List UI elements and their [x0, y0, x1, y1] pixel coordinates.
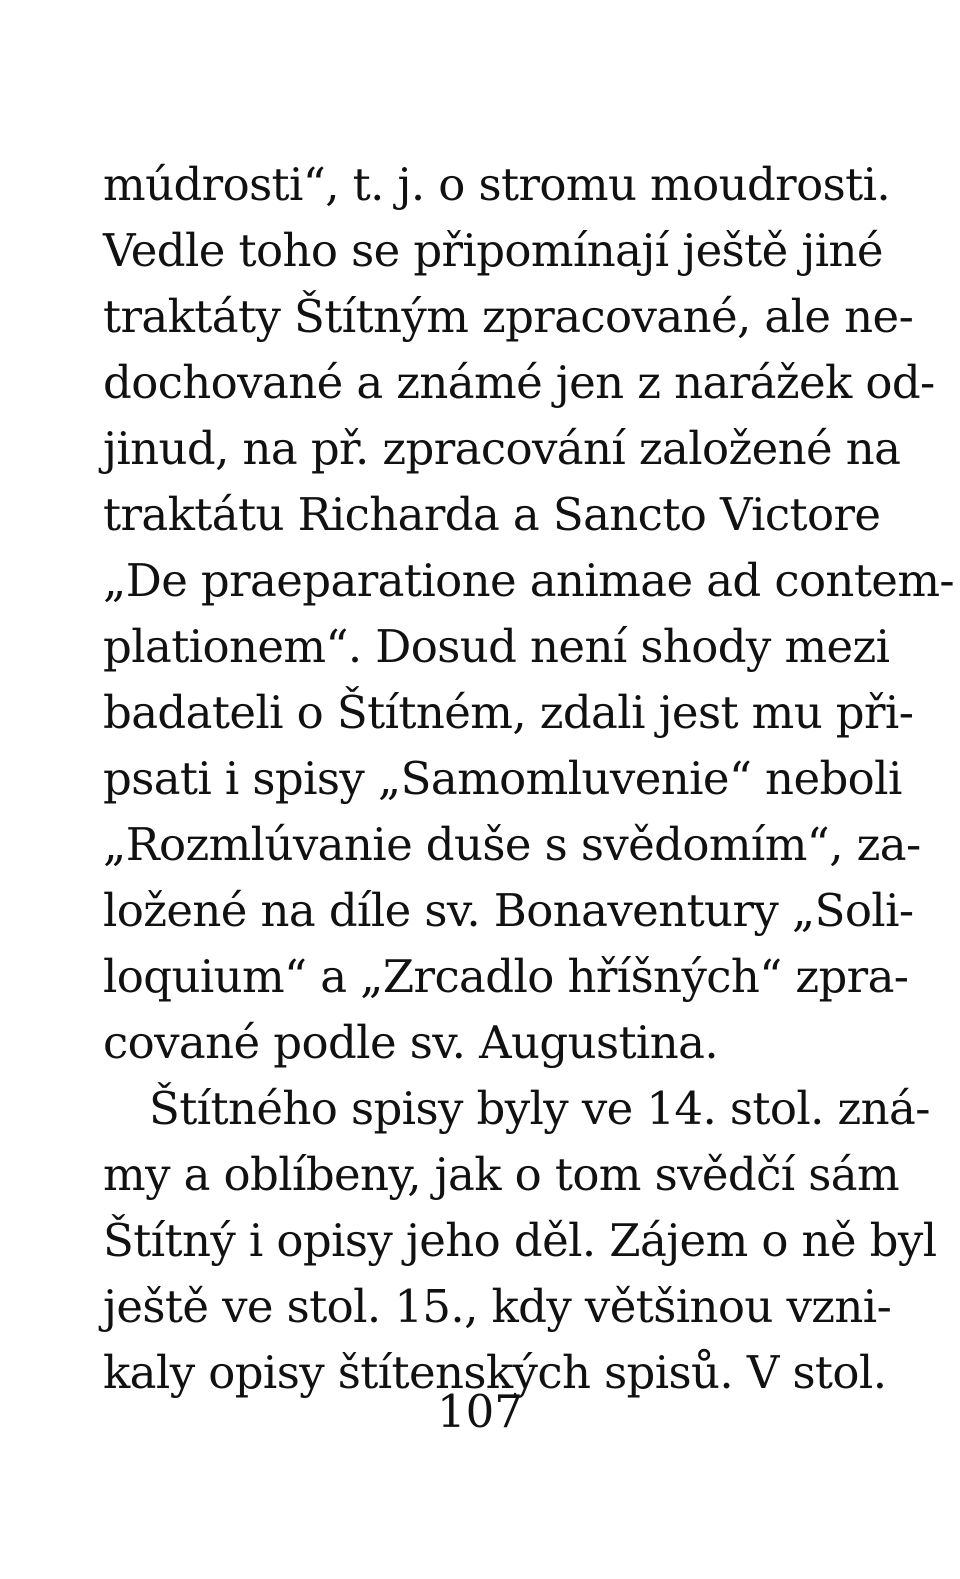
text-line: traktáty Štítným zpracované, ale ne-	[103, 290, 914, 343]
text-line: traktátu Richarda a Sancto Victore	[103, 488, 881, 541]
text-line: Štítný i opisy jeho děl. Zájem o ně byl	[103, 1214, 937, 1267]
text-line: psati i spisy „Samomluvenie“ neboli	[103, 752, 902, 805]
text-line: badateli o Štítném, zdali jest mu při-	[103, 686, 914, 739]
text-line: plationem“. Dosud není shody mezi	[103, 620, 890, 673]
text-line: my a oblíbeny, jak o tom svědčí sám	[103, 1148, 900, 1201]
text-line: dochované a známé jen z narážek od-	[103, 356, 935, 409]
text-line: ložené na díle sv. Bonaventury „Soli-	[103, 884, 914, 937]
text-line: Vedle toho se připomínají ještě jiné	[103, 224, 883, 277]
text-line: „De praeparatione animae ad contem-	[103, 554, 955, 607]
page-number: 107	[437, 1385, 523, 1438]
body-text	[103, 152, 955, 1406]
text-line: ještě ve stol. 15., kdy většinou vzni-	[103, 1280, 892, 1333]
text-line-paragraph-start: Štítného spisy byly ve 14. stol. zná-	[149, 1082, 930, 1135]
text-line-paragraph-end: cované podle sv. Augustina.	[103, 1016, 719, 1069]
text-line: loquium“ a „Zrcadlo hříšných“ zpra-	[103, 950, 909, 1003]
text-line: múdrosti“, t. j. o stromu moudrosti.	[103, 158, 891, 211]
text-line: „Rozmlúvanie duše s svědomím“, za-	[103, 818, 921, 871]
text-line: kaly opisy štítenských spisů. V stol.	[103, 1346, 887, 1399]
text-line: jinud, na př. zpracování založené na	[103, 422, 901, 475]
